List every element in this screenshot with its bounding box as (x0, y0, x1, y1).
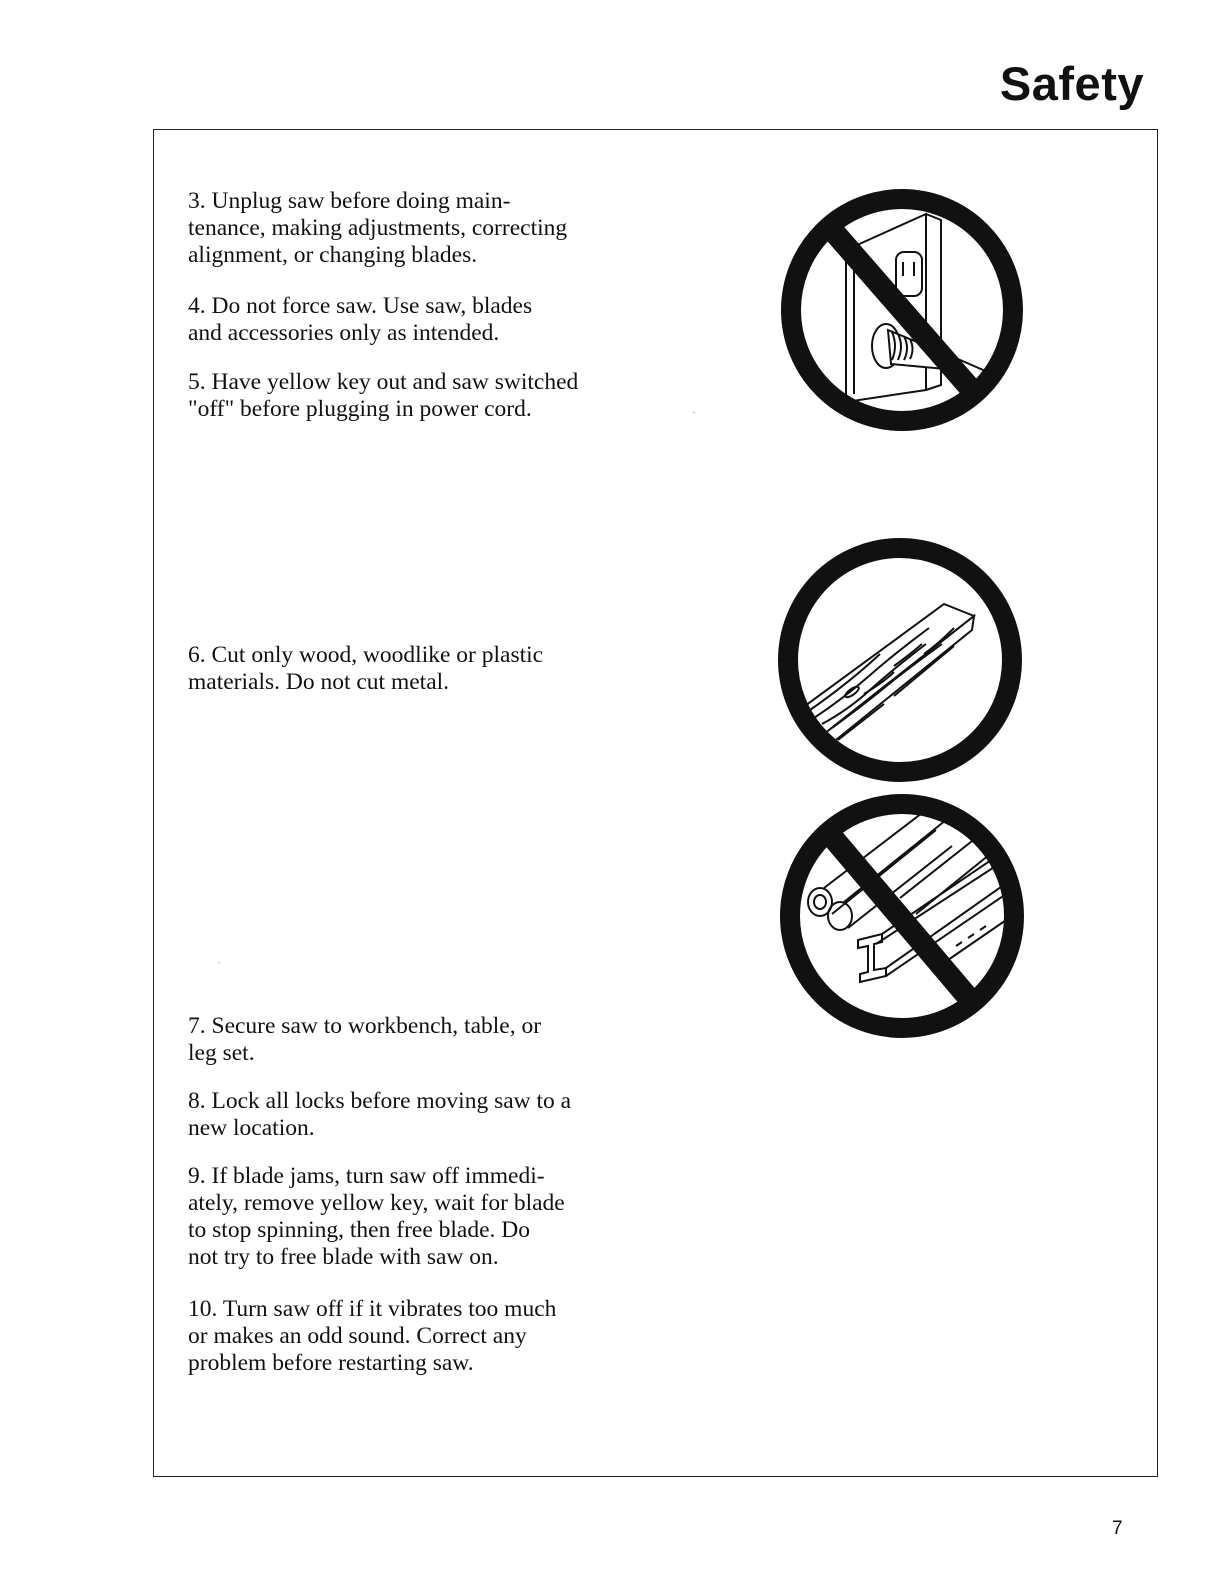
no-metal-icon (776, 790, 1028, 1042)
section-title: Safety (999, 57, 1144, 110)
scan-speck (218, 962, 220, 963)
item-number: 5. (188, 369, 206, 395)
item-number: 8. (188, 1088, 206, 1114)
item-text: Unplug saw before doing main- tenance, making adjustments, correcting alignment, or changing blades. (188, 188, 568, 268)
allowed-wood-icon (774, 534, 1026, 786)
item-number: 7. (188, 1013, 206, 1039)
safety-item-3 (188, 188, 618, 269)
item-text: If blade jams, turn saw off immedi- ately, remove yellow key, wait for blade to stop spinning, then free blade. Do not try to free blade with saw on. (188, 1163, 565, 1270)
safety-item-6 (188, 642, 618, 696)
safety-item-4 (188, 293, 618, 347)
item-number: 4. (188, 293, 206, 319)
item-number: 6. (188, 642, 206, 668)
item-text: Lock all locks before moving saw to a new location. (188, 1088, 572, 1141)
safety-item-9 (188, 1163, 618, 1271)
item-text: Cut only wood, woodlike or plastic materials. Do not cut metal. (188, 642, 544, 695)
scan-speck (693, 412, 695, 413)
item-text: Have yellow key out and saw switched "off" before plugging in power cord. (188, 369, 579, 422)
item-text: Do not force saw. Use saw, blades and accessories only as intended. (188, 293, 533, 346)
item-text: Turn saw off if it vibrates too much or makes an odd sound. Correct any problem before restarting saw. (188, 1296, 557, 1376)
safety-item-5 (188, 369, 618, 423)
item-number: 3. (188, 188, 206, 214)
page-number: 7 (1112, 1518, 1123, 1539)
no-plug-icon (776, 180, 1028, 440)
safety-item-10 (188, 1296, 618, 1377)
safety-item-7 (188, 1013, 618, 1067)
item-text: Secure saw to workbench, table, or leg set. (188, 1013, 542, 1066)
item-number: 9. (188, 1163, 206, 1189)
item-number: 10. (188, 1296, 218, 1322)
safety-item-8 (188, 1088, 618, 1142)
